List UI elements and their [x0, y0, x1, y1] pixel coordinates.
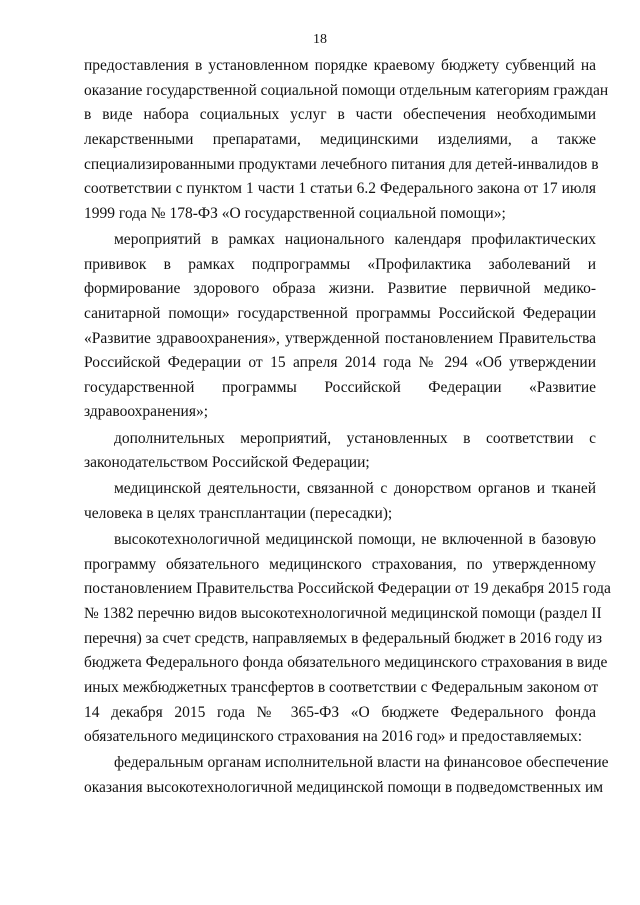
text-line: человека в целях трансплантации (пересадки);: [84, 505, 393, 523]
text-line: № 1382 перечню видов высокотехнологичной медицинской помощи (раздел II: [84, 605, 602, 623]
paragraph-donation: [84, 477, 596, 526]
text-line: прививок в рамках подпрограммы «Профилактика заболеваний и: [84, 255, 596, 273]
text-line: «Развитие здравоохранения», утвержденной постановлением Правительства: [84, 329, 596, 347]
text-line: иных межбюджетных трансфертов в соответствии с Федеральным законом от: [84, 679, 599, 697]
text-line: Российской Федерации от 15 апреля 2014 года № 294 «Об утверждении: [84, 354, 596, 372]
text-line: предоставления в установленном порядке краевому бюджету субвенций на: [84, 57, 596, 74]
body-text: [84, 54, 611, 802]
text-line: соответствии с пунктом 1 части 1 статьи 6.2 Федерального закона от 17 июля: [84, 180, 596, 198]
page-number: 18: [313, 32, 327, 47]
text-line: законодательством Российской Федерации;: [84, 454, 370, 472]
text-line: перечня) за счет средств, направляемых в федеральный бюджет в 2016 году из: [84, 629, 602, 647]
text-line: государственной программы Российской Федерации «Развитие: [84, 378, 596, 396]
text-line: специализированными продуктами лечебного питания для детей-инвалидов в: [84, 155, 599, 173]
text-line: здравоохранения»;: [84, 403, 209, 421]
text-line: санитарной помощи» государственной программы Российской Федерации: [84, 304, 596, 322]
text-line: 1999 года № 178-ФЗ «О государственной социальной помощи»;: [84, 204, 506, 222]
text-line: оказание государственной социальной помощи отдельным категориям граждан: [84, 81, 609, 99]
text-line: мероприятий в рамках национального календаря профилактических: [114, 230, 596, 248]
text-line: дополнительных мероприятий, установленных в соответствии с: [114, 429, 596, 447]
text-line: формирование здорового образа жизни. Развитие первичной медико-: [84, 280, 596, 298]
paragraph-subventions: [84, 54, 609, 226]
text-line: федеральным органам исполнительной власти на финансовое обеспечение: [114, 754, 609, 772]
text-line: программу обязательного медицинского страхования, по утвержденному: [84, 555, 596, 573]
text-line: оказания высокотехнологичной медицинской помощи в подведомственных им: [84, 779, 604, 797]
text-line: высокотехнологичной медицинской помощи, не включенной в базовую: [114, 531, 596, 549]
text-line: в виде набора социальных услуг в части обеспечения необходимыми: [84, 106, 596, 124]
text-line: бюджета Федерального фонда обязательного медицинского страхования в виде: [84, 654, 608, 672]
text-line: 14 декабря 2015 года № 365-ФЗ «О бюджете Федерального фонда: [84, 703, 596, 721]
paragraph-additional-measures: [84, 427, 596, 476]
text-line: медицинской деятельности, связанной с донорством органов и тканей: [114, 480, 596, 498]
paragraph-high-tech-care: [84, 528, 611, 750]
text-line: лекарственными препаратами, медицинскими изделиями, а также: [84, 130, 596, 148]
text-line: обязательного медицинского страхования на 2016 год» и предоставляемых:: [84, 728, 583, 746]
paragraph-federal-bodies: [84, 751, 609, 800]
text-line: постановлением Правительства Российской Федерации от 19 декабря 2015 года: [84, 580, 611, 598]
paragraph-vaccination: [84, 228, 596, 425]
